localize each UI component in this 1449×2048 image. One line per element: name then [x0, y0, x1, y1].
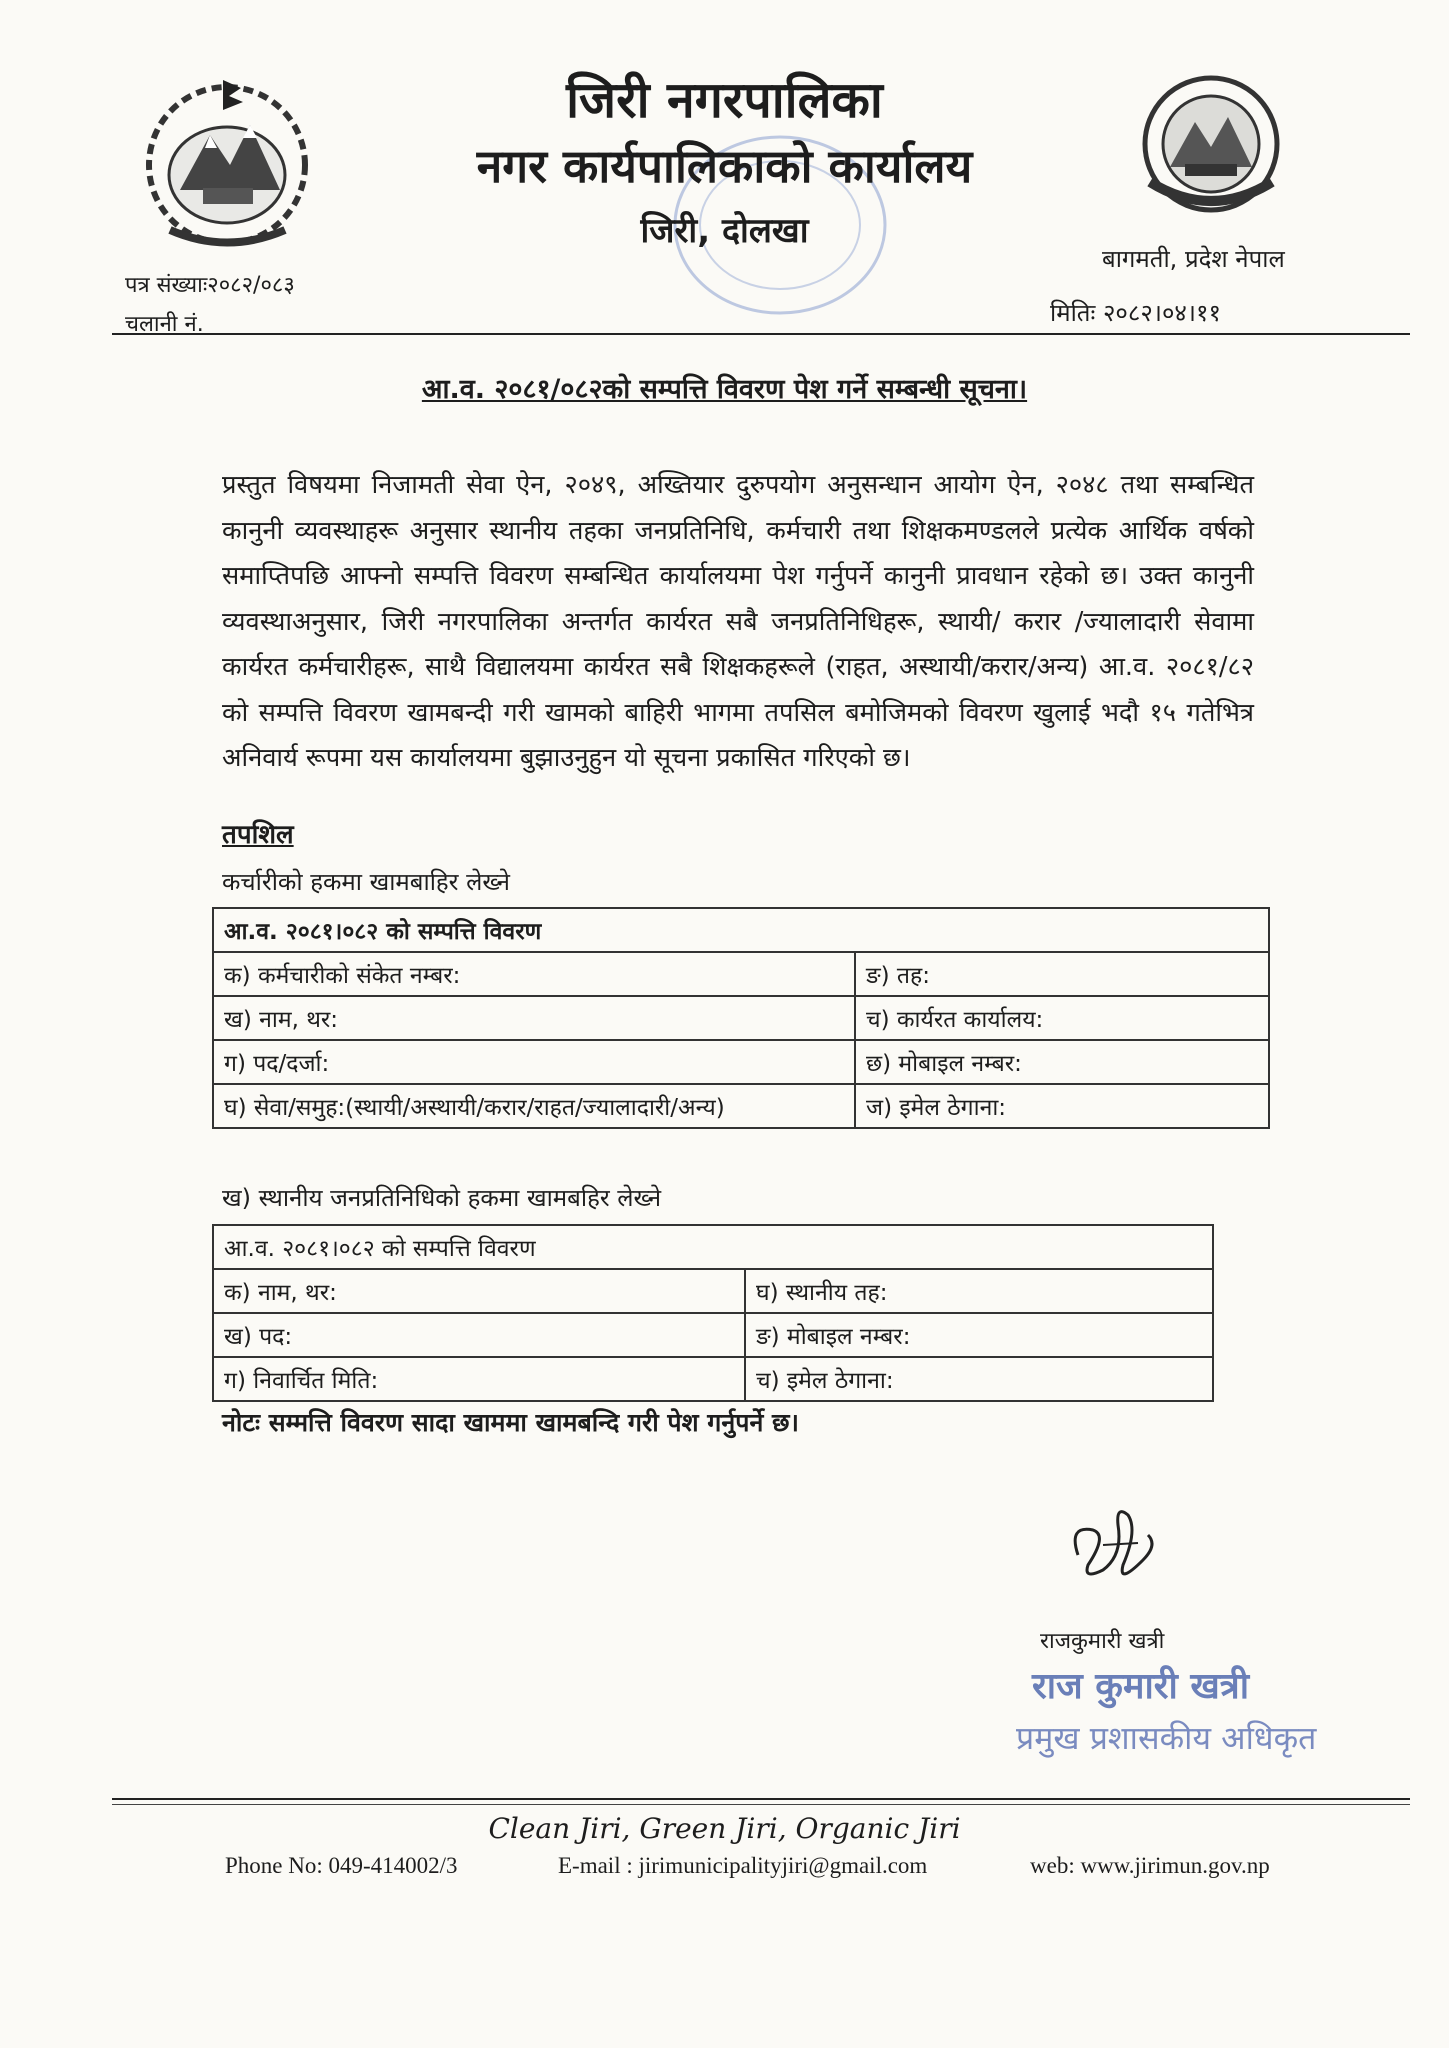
footer-divider [112, 1798, 1410, 1800]
submission-note: नोटः सम्मत्ति विवरण सादा खाममा खामबन्दि गरी पेश गर्नुपर्ने छ। [222, 1408, 800, 1437]
employee-table-title: आ.व. २०८१।०८२ को सम्पत्ति विवरण [213, 908, 1269, 952]
table-cell: ङ) तह: [855, 952, 1269, 996]
office-location: जिरी, दोलखा [640, 211, 809, 251]
letter-date: मितिः २०८२।०४।११ [1050, 299, 1221, 327]
table-cell: छ) मोबाइल नम्बर: [855, 1040, 1269, 1084]
table-cell: ख) पद: [213, 1313, 745, 1357]
signatory-stamp-title: प्रमुख प्रशासकीय अधिकृत [1016, 1719, 1317, 1757]
table-cell: ग) पद/दर्जा: [213, 1040, 855, 1084]
table-row [213, 1357, 1213, 1401]
footer-email: E-mail : jirimunicipalityjiri@gmail.com [558, 1853, 928, 1878]
signatory-name: राजकुमारी खत्री [1040, 1629, 1165, 1654]
table-row [213, 1084, 1269, 1128]
letter-number: पत्र संख्याः२०८२/०८३ [125, 273, 295, 298]
employee-section-caption: कर्चारीको हकमा खामबाहिर लेख्ने [222, 868, 510, 896]
province-label: बागमती, प्रदेश नेपाल [1102, 245, 1285, 273]
representative-section-caption: ख) स्थानीय जनप्रतिनिधिको हकमा खामबहिर लेख्ने [222, 1184, 662, 1212]
table-row [213, 1040, 1269, 1084]
footer-slogan: Clean Jiri, Green Jiri, Organic Jiri [488, 1812, 961, 1845]
office-name: नगर कार्यपालिकाको कार्यालय [476, 139, 973, 193]
table-cell: च) कार्यरत कार्यालय: [855, 996, 1269, 1040]
table-cell: क) कर्मचारीको संकेत नम्बर: [213, 952, 855, 996]
footer-phone: Phone No: 049-414002/3 [225, 1853, 458, 1878]
footer-divider-thin [112, 1804, 1410, 1805]
employee-details-table [212, 907, 1270, 1129]
header-divider [112, 333, 1410, 335]
table-cell: ख) नाम, थर: [213, 996, 855, 1040]
table-row [213, 1313, 1213, 1357]
table-row [213, 1269, 1213, 1313]
table-cell: ग) निवार्चित मिति: [213, 1357, 745, 1401]
signatory-stamp-name: राज कुमारी खत्री [1032, 1666, 1250, 1707]
notice-body: प्रस्तुत विषयमा निजामती सेवा ऐन, २०४९, अख्तियार दुरुपयोग अनुसन्धान आयोग ऐन, २०४८ तथा सम्बन्धित कानुनी व्यवस्थाहरू अनुसार स्थानीय तहका जनप्रतिनिधि, कर्मचारी तथा शिक्षकमण्डलले प्रत्येक आर्थिक वर्षको समाप्तिपछि आफ्नो सम्पत्ति विवरण सम्बन्धित कार्यालयमा पेश गर्नुपर्ने कानुनी प्रावधान रहेको छ। उक्त कानुनी व्यवस्थाअनुसार, जिरी नगरपालिका अन्तर्गत कार्यरत सबै जनप्रतिनिधिहरू, स्थायी/ करार /ज्यालादारी सेवामा कार्यरत कर्मचारीहरू, साथै विद्यालयमा कार्यरत सबै शिक्षकहरूले (राहत, अस्थायी/करार/अन्य) आ.व. २०८१/८२ को सम्पत्ति विवरण खामबन्दी गरी खामको बाहिरी भागमा तपसिल बमोजिमको विवरण खुलाई भदौ १५ गतेभित्र अनिवार्य रूपमा यस कार्यालयमा बुझाउनुहुन यो सूचना प्रकासित गरिएको छ। [222, 470, 1254, 773]
table-row [213, 952, 1269, 996]
table-row [213, 908, 1269, 952]
table-row [213, 1225, 1213, 1269]
representative-details-table [212, 1224, 1214, 1402]
table-cell: घ) सेवा/समुह:(स्थायी/अस्थायी/करार/राहत/ज्यालादारी/अन्य) [213, 1084, 855, 1128]
tapasil-heading: तपशिल [222, 820, 294, 850]
table-cell: घ) स्थानीय तह: [745, 1269, 1213, 1313]
table-row [213, 996, 1269, 1040]
footer-website: web: www.jirimun.gov.np [1030, 1853, 1270, 1878]
table-cell: च) इमेल ठेगाना: [745, 1357, 1213, 1401]
handwritten-signature-icon [1048, 1485, 1178, 1615]
table-cell: ज) इमेल ठेगाना: [855, 1084, 1269, 1128]
municipality-name: जिरी नगरपालिका [566, 71, 883, 129]
notice-subject: आ.व. २०८१/०८२को सम्पत्ति विवरण पेश गर्ने सम्बन्धी सूचना। [421, 374, 1028, 405]
dispatch-number: चलानी नं. [125, 312, 204, 337]
table-cell: क) नाम, थर: [213, 1269, 745, 1313]
table-cell: ङ) मोबाइल नम्बर: [745, 1313, 1213, 1357]
representative-table-title: आ.व. २०८१।०८२ को सम्पत्ति विवरण [213, 1225, 1213, 1269]
